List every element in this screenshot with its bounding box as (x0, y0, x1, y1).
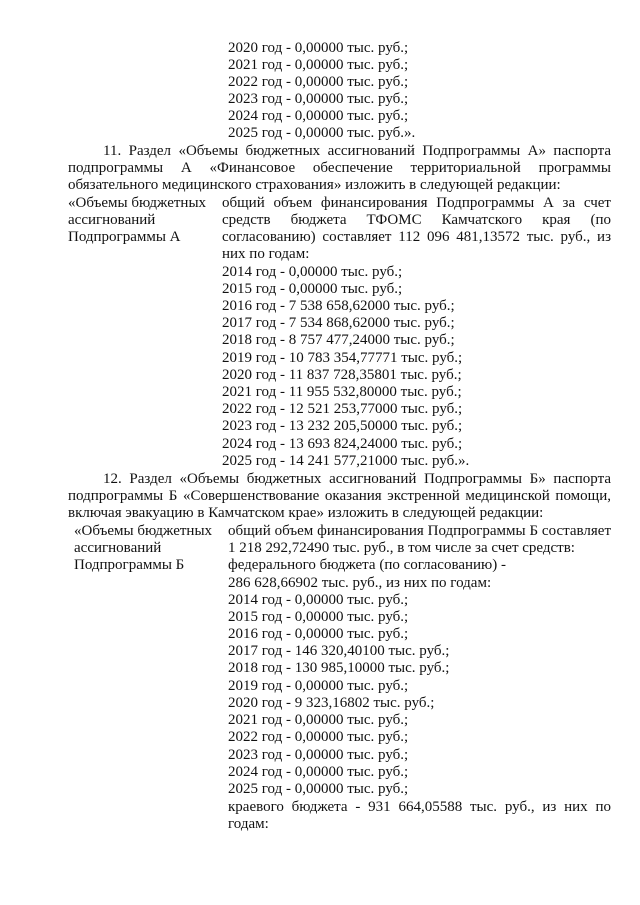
year-line: 2021 год - 0,00000 тыс. руб.; (228, 712, 409, 728)
year-line: 2020 год - 0,00000 тыс. руб.; (228, 40, 409, 56)
section11-desc-line: них по годам: (222, 246, 310, 262)
section11-paragraph-line: подпрограммы А «Финансовое обеспечение территориальной программы (68, 160, 611, 176)
section12-label: Подпрограммы Б (74, 557, 185, 573)
year-line: 2023 год - 0,00000 тыс. руб.; (228, 747, 409, 763)
section12-label: ассигнований (74, 540, 162, 556)
year-line: 2020 год - 11 837 728,35801 тыс. руб.; (222, 367, 462, 383)
section11-label: Подпрограммы А (68, 229, 181, 245)
section11-desc-line: средств бюджета ТФОМС Камчатского края (по (222, 212, 611, 228)
year-line: 2015 год - 0,00000 тыс. руб.; (228, 609, 409, 625)
section12-regional-line: годам: (228, 816, 269, 832)
year-line: 2018 год - 8 757 477,24000 тыс. руб.; (222, 332, 455, 348)
section11-desc-line: общий объем финансирования Подпрограммы А за счет (222, 195, 611, 211)
year-line: 2019 год - 0,00000 тыс. руб.; (228, 678, 409, 694)
section12-desc-line: федерального бюджета (по согласованию) - (228, 557, 506, 573)
year-line: 2014 год - 0,00000 тыс. руб.; (222, 264, 403, 280)
year-line: 2024 год - 0,00000 тыс. руб.; (228, 764, 409, 780)
section11-label: ассигнований (68, 212, 156, 228)
year-line: 2016 год - 7 538 658,62000 тыс. руб.; (222, 298, 455, 314)
year-line: 2016 год - 0,00000 тыс. руб.; (228, 626, 409, 642)
section12-label: «Объемы бюджетных (74, 523, 213, 539)
year-line: 2021 год - 11 955 532,80000 тыс. руб.; (222, 384, 462, 400)
section12-paragraph-line: 12. Раздел «Объемы бюджетных ассигнований Подпрограммы Б» паспорта (103, 471, 611, 487)
year-line: 2025 год - 0,00000 тыс. руб.». (228, 125, 416, 141)
year-line: 2022 год - 0,00000 тыс. руб.; (228, 729, 409, 745)
year-line: 2024 год - 0,00000 тыс. руб.; (228, 108, 409, 124)
year-line: 2021 год - 0,00000 тыс. руб.; (228, 57, 409, 73)
year-line: 2023 год - 13 232 205,50000 тыс. руб.; (222, 418, 463, 434)
year-line: 2025 год - 14 241 577,21000 тыс. руб.». (222, 453, 470, 469)
year-line: 2017 год - 146 320,40100 тыс. руб.; (228, 643, 450, 659)
year-line: 2022 год - 12 521 253,77000 тыс. руб.; (222, 401, 463, 417)
year-line: 2017 год - 7 534 868,62000 тыс. руб.; (222, 315, 455, 331)
section11-paragraph-line: 11. Раздел «Объемы бюджетных ассигнований Подпрограммы А» паспорта (103, 143, 611, 159)
year-line: 2020 год - 9 323,16802 тыс. руб.; (228, 695, 435, 711)
year-line: 2018 год - 130 985,10000 тыс. руб.; (228, 660, 450, 676)
section12-regional-line: краевого бюджета - 931 664,05588 тыс. руб., из них по (228, 799, 611, 815)
section12-paragraph-line: включая эвакуацию в Камчатском крае» изложить в следующей редакции: (68, 505, 544, 521)
section11-paragraph-line: обязательного медицинского страхования» изложить в следующей редакции: (68, 177, 561, 193)
section12-desc-line: 286 628,66902 тыс. руб., из них по годам: (228, 575, 492, 591)
section11-label: «Объемы бюджетных (68, 195, 207, 211)
year-line: 2015 год - 0,00000 тыс. руб.; (222, 281, 403, 297)
section12-desc-line: 1 218 292,72490 тыс. руб., в том числе за счет средств: (228, 540, 575, 556)
year-line: 2023 год - 0,00000 тыс. руб.; (228, 91, 409, 107)
section12-paragraph-line: подпрограммы Б «Совершенствование оказания экстренной медицинской помощи, (68, 488, 611, 504)
year-line: 2022 год - 0,00000 тыс. руб.; (228, 74, 409, 90)
section12-desc-line: общий объем финансирования Подпрограммы Б составляет (228, 523, 611, 539)
year-line: 2014 год - 0,00000 тыс. руб.; (228, 592, 409, 608)
section11-desc-line: согласованию) составляет 112 096 481,13572 тыс. руб., из (222, 229, 611, 245)
year-line: 2024 год - 13 693 824,24000 тыс. руб.; (222, 436, 463, 452)
year-line: 2019 год - 10 783 354,77771 тыс. руб.; (222, 350, 463, 366)
year-line: 2025 год - 0,00000 тыс. руб.; (228, 781, 409, 797)
